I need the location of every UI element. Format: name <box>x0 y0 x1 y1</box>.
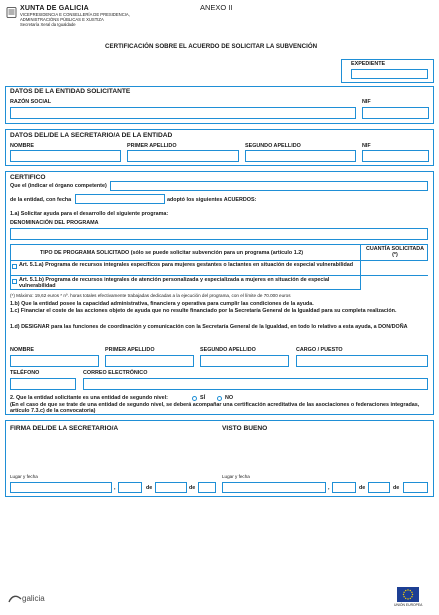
firma-title: FIRMA DEL/DE LA SECRETARIO/A <box>10 425 119 432</box>
firma-right-de2: de <box>393 485 400 491</box>
org-line-3: Secretaría Xeral da Igualdade <box>20 22 76 27</box>
firma-right-day-field[interactable] <box>332 482 356 493</box>
des-primer-apellido-field[interactable] <box>105 355 194 367</box>
firma-right-de1: de <box>359 485 366 491</box>
org-line-2: ADMINISTRACIÓNS PÚBLICAS E XUSTIZA <box>20 17 104 22</box>
si-label: SÍ <box>200 395 206 401</box>
item-1a: 1.a) Solicitar ayuda para el desarrollo del siguiente programa: <box>10 211 169 217</box>
sec-nif-label: NIF <box>362 143 371 149</box>
eu-stars-icon <box>397 587 419 602</box>
sec-nombre-field[interactable] <box>10 150 121 162</box>
des-primer-apellido-label: PRIMER APELLIDO <box>105 347 155 353</box>
des-segundo-apellido-label: SEGUNDO APELLIDO <box>200 347 256 353</box>
denominacion-field[interactable] <box>10 228 428 240</box>
des-cargo-field[interactable] <box>296 355 428 367</box>
item-2: 2. Que la entidad solicitante es una entidad de segundo nivel: <box>10 395 168 401</box>
row1-checkbox[interactable] <box>12 264 17 269</box>
expediente-field[interactable] <box>351 69 428 79</box>
entidad-title: DATOS DE LA ENTIDAD SOLICITANTE <box>10 88 131 95</box>
des-segundo-apellido-field[interactable] <box>200 355 289 367</box>
xunta-logo <box>6 5 17 16</box>
firma-left-day-field[interactable] <box>118 482 142 493</box>
page-title: CERTIFICACIÓN SOBRE EL ACUERDO DE SOLICITAR LA SUBVENCIÓN <box>105 43 318 50</box>
sec-nif-field[interactable] <box>362 150 429 162</box>
lugar-fecha-right-label: Lugar y fecha <box>222 474 250 479</box>
fecha-post-label: adoptó los siguientes ACUERDOS: <box>167 197 257 203</box>
row1-cuantia-field[interactable] <box>361 261 428 275</box>
item-2-note: (En el caso de que se trate de una entidad de segundo nivel, se deberá acompañar una certificación acreditativa de las asociaciones o federaciones integradas, artículo 7.3.c) de la convocatoria) <box>10 402 420 415</box>
galicia-swoosh-icon <box>8 594 22 604</box>
firma-right-month-field[interactable] <box>368 482 390 493</box>
firma-right-lugar-field[interactable] <box>222 482 326 493</box>
entidad-nif-field[interactable] <box>362 107 429 119</box>
firma-left-de2: de <box>189 485 196 491</box>
visto-bueno-title: VISTO BUENO <box>222 425 268 432</box>
org-name: XUNTA DE GALICIA <box>20 5 89 12</box>
item-1c: 1.c) Financiar el coste de las acciones objeto de ayuda que no resulte financiado por la Secretaría General de la Igualdad para su completa realización. <box>10 308 397 314</box>
sec-primer-apellido-label: PRIMER APELLIDO <box>127 143 177 149</box>
correo-label: CORREO ELECTRÓNICO <box>83 370 148 376</box>
row2-label: Art. 5.1.b) Programa de recursos integrales de atención personalizada y especializada a mujeres en situación de especial vulnerabilidad <box>19 277 330 290</box>
row2-cuantia-field[interactable] <box>361 276 428 290</box>
sec-segundo-apellido-field[interactable] <box>245 150 356 162</box>
firma-left-year-field[interactable] <box>198 482 216 493</box>
firma-left-de1: de <box>146 485 153 491</box>
sec-primer-apellido-field[interactable] <box>127 150 239 162</box>
correo-field[interactable] <box>83 378 428 390</box>
firma-right-comma: , <box>328 485 330 491</box>
firma-left-comma: , <box>114 485 116 491</box>
no-label: NO <box>225 395 234 401</box>
si-radio[interactable] <box>192 396 197 401</box>
des-cargo-label: CARGO / PUESTO <box>296 347 343 353</box>
footnote: (*) Máximo: 19,62 euros * nº. horas totales efectivamente trabajadas dedicadas a la ejecución del programa, con el límite de 70.000 euros <box>10 293 291 298</box>
item-1b: 1.b) Que la entidad posee la capacidad administrativa, financiera y operativa para cumplir las condiciones de la ayuda. <box>10 301 314 307</box>
expediente-label: EXPEDIENTE <box>351 61 386 67</box>
secretario-title: DATOS DEL/DE LA SECRETARIO/A DE LA ENTIDAD <box>10 132 173 139</box>
firma-left-month-field[interactable] <box>155 482 187 493</box>
annex-label: ANEXO II <box>200 3 233 12</box>
sec-segundo-apellido-label: SEGUNDO APELLIDO <box>245 143 301 149</box>
sec-nombre-label: NOMBRE <box>10 143 34 149</box>
org-line-1: VICEPRESIDENCIA E CONSELLERÍA DE PRESIDENCIA, <box>20 12 130 17</box>
entidad-nif-label: NIF <box>362 99 371 105</box>
firma-right-year-field[interactable] <box>403 482 428 493</box>
razon-social-label: RAZÓN SOCIAL <box>10 99 52 105</box>
galicia-logo-text: galicia <box>22 594 45 603</box>
xunta-crest-icon <box>6 7 17 18</box>
que-label: Que el (indicar el órgano competente) <box>10 183 107 189</box>
organo-field[interactable] <box>110 181 428 191</box>
row2-checkbox[interactable] <box>12 279 17 284</box>
denominacion-label: DENOMINACIÓN DEL PROGRAMA <box>10 220 99 226</box>
firma-left-lugar-field[interactable] <box>10 482 112 493</box>
des-nombre-label: NOMBRE <box>10 347 34 353</box>
item-1d: 1.d) DESIGNAR para las funciones de coordinación y comunicación con la Secretaría General de la Igualdad, en todo lo relativo a esta ayuda, a DON/DOÑA <box>10 324 408 330</box>
eu-caption: UNIÓN EUROPEA <box>394 603 423 607</box>
certifico-title: CERTIFICO <box>10 174 46 181</box>
razon-social-field[interactable] <box>10 107 356 119</box>
eu-flag <box>397 587 419 602</box>
des-nombre-field[interactable] <box>10 355 99 367</box>
table-header-cuantia: CUANTÍA SOLICITADA (*) <box>365 246 425 259</box>
fecha-acuerdo-field[interactable] <box>75 194 165 204</box>
telefono-field[interactable] <box>10 378 76 390</box>
no-radio[interactable] <box>217 396 222 401</box>
table-header-tipo: TIPO DE PROGRAMA SOLICITADO (sólo se puede solicitar subvención para un programa (artículo 1.2) <box>40 250 303 256</box>
lugar-fecha-left-label: Lugar y fecha <box>10 474 38 479</box>
telefono-label: TELÉFONO <box>10 370 40 376</box>
fecha-pre-label: de la entidad, con fecha <box>10 197 72 203</box>
row1-label: Art. 5.1.a) Programa de recursos integrales específicos para mujeres gestantes o lactantes en situación de especial vulnerabilidad <box>19 262 354 268</box>
